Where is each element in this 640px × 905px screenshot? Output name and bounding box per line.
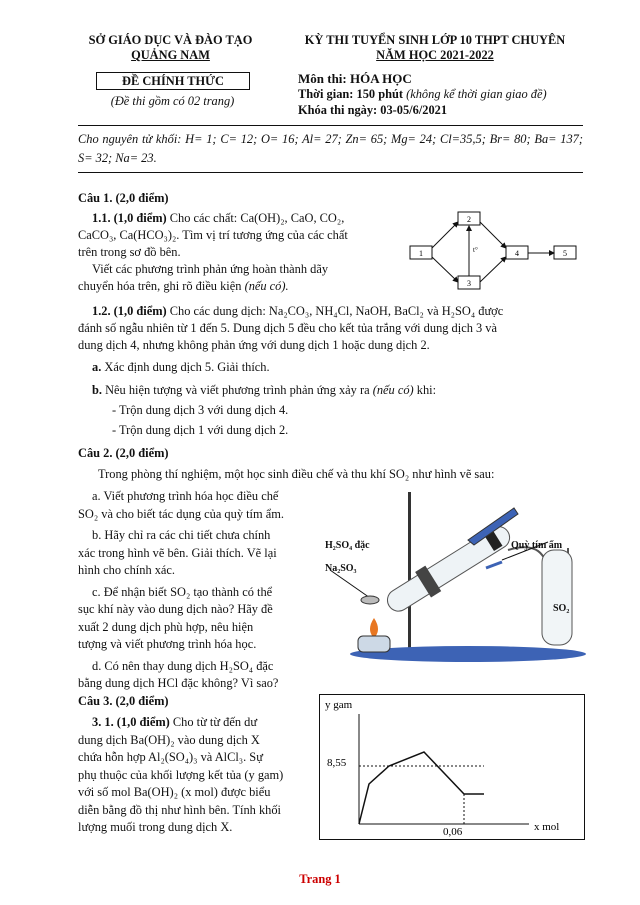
q3-heading: 3. 1. (1,0 điểm) [92,715,170,729]
litmus-strip [486,562,502,568]
exam-title-line-1: KỲ THI TUYỂN SINH LỚP 10 THPT CHUYÊN [304,33,566,47]
q1-1-heading: 1.1. (1,0 điểm) [92,211,167,225]
q1-2-line: Cho các dung dịch: Na₂CO₃, NH₄Cl, NaOH, BaCl₂ và H₂SO₄ được [169,304,504,318]
node-4-label: 4 [515,249,519,258]
q2-a-line: a. Viết phương trình hóa học điều chế [92,489,279,503]
q2-parts [78,488,311,693]
time-note: (không kể thời gian giao đề) [406,87,547,101]
q1-1-line: CaCO₃, Ca(HCO₃)₂. Tìm vị trí tương ứng của các chất [78,228,348,242]
node-5-label: 5 [563,249,567,258]
label-so2: SO₂ [553,603,570,614]
q1-2b-text-end: khi: [416,383,437,397]
divider-bottom [78,172,583,173]
x-axis-label: x mol [534,821,560,833]
q1-2-line: đánh số ngẫu nhiên từ 1 đến 5. Dung dịch 5 đều cho kết tủa trắng với dung dịch 3 và [78,321,497,335]
q2-title: Câu 2. (2,0 điểm) [78,446,169,460]
q1-2b-item-2: - Trộn dung dịch 1 với dung dịch 2. [112,423,289,437]
q2-c-line: xuất 2 dung dịch phù hợp, nêu hiện [78,619,254,634]
q1-2-heading: 1.2. (1,0 điểm) [92,304,167,318]
q1-2a-label: a. [92,360,102,374]
reagent [361,596,379,604]
q1-2a-text: Xác định dung dịch 5. Giải thích. [104,360,270,374]
arrow-3-4 [480,257,506,282]
exam-date: Khóa thi ngày: 03-05/6/2021 [298,103,448,117]
y-tick-label: 8,55 [327,757,347,769]
test-tube [381,519,516,619]
acid-pointer [330,570,373,600]
q1-2b-label: b. [92,383,102,397]
divider-top [78,125,583,126]
y-axis-label: y gam [325,699,353,711]
arrow-1-2 [432,222,458,248]
q3-line: phụ thuộc của khối lượng kết tủa (y gam) [78,767,284,782]
q3-line: với số mol Ba(OH)₂ (x mol) được biểu [78,785,271,799]
q3-line: Cho từ từ đến dư [172,715,258,729]
q1-1-note: (nếu có). [244,279,289,293]
label-litmus: Quỳ tím ẩm [511,540,563,551]
q3-line: diễn bằng đồ thị như hình bên. Tính khối [78,802,281,817]
label-na2so3: Na₂SO₃ [325,563,357,574]
x-tick-label: 0,06 [443,826,463,838]
atomic-masses: Cho nguyên tử khối: H= 1; C= 12; O= 16; Al= 27; Zn= 65; Mg= 24; Cl=35,5; Br= 80; Ba= 137; S= 32; Na= 23. [78,132,583,165]
q2-b-line: xác trong hình vẽ bên. Giải thích. Vẽ lại [78,545,277,560]
q1-1-line: Viết các phương trình phản ứng hoàn thành dãy [92,262,329,276]
precipitate-graph [319,694,585,840]
q2-b-line: b. Hãy chỉ ra các chi tiết chưa chính [92,528,271,542]
org-line-2: QUẢNG NAM [131,48,210,62]
q1-2-text [78,303,583,354]
heat-label: t° [473,246,478,254]
q3-line: lượng muối trong dung dịch X. [78,820,233,834]
time-line [298,87,547,102]
q1-2-line: dung dịch 4, nhưng không phản ứng với dung dịch 1 hoặc dung dịch 2. [78,338,430,352]
label-h2so4: H₂SO₄ đặc [325,540,370,551]
q3-text [78,714,311,837]
node-3-label: 3 [467,279,471,288]
q2-intro: Trong phòng thí nghiệm, một học sinh điều chế và thu khí SO₂ như hình vẽ sau: [98,467,495,481]
q1-1-line: trên trong sơ đồ bên. [78,245,181,259]
q1-1-text [78,210,408,295]
subject: Môn thi: HÓA HỌC [298,71,412,86]
page-number: Trang 1 [299,872,341,886]
official-badge: ĐỀ CHÍNH THỨC [96,72,250,90]
org-line-1: SỞ GIÁO DỤC VÀ ĐÀO TẠO [88,33,253,47]
q1-2b-text: Nêu hiện tượng và viết phương trình phản ứng xảy ra [105,383,370,397]
q2-b-line: hình cho chính xác. [78,563,176,577]
q2-d-line: d. Có nên thay dung dịch H₂SO₄ đặc [92,658,274,673]
q1-1-line: chuyển hóa trên, ghi rõ điều kiện [78,279,242,293]
pages-note: (Đề thi gồm có 02 trang) [110,94,235,108]
arrow-2-4 [480,222,506,248]
q1-2b-item-1: - Trộn dung dịch 3 với dung dịch 4. [112,403,289,417]
retort-stand-rod [408,492,411,656]
reaction-diagram [408,208,586,294]
so2-apparatus-figure [318,488,586,666]
q3-line: chứa hỗn hợp Al₂(SO₄)₃ và AlCl₃. Sự [78,750,263,764]
q2-c-line: sục khí này vào dung dịch nào? Hãy đề [78,602,273,616]
alcohol-lamp [358,636,390,652]
node-2-label: 2 [467,215,471,224]
time-duration: Thời gian: 150 phút [298,87,403,101]
exam-title-line-2: NĂM HỌC 2021-2022 [376,48,494,62]
q2-c-line: tượng và viết phương trình hóa học. [78,637,257,651]
q3-line: dung dịch Ba(OH)₂ vào dung dịch X [78,732,260,747]
q3-title: Câu 3. (2,0 điểm) [78,694,169,708]
gas-jar [542,550,572,645]
org-name [68,33,273,63]
q1-title: Câu 1. (2,0 điểm) [78,191,169,205]
q2-d-line: bằng dung dịch HCl đặc không? Vì sao? [78,676,279,690]
flame-icon [370,618,378,638]
node-1-label: 1 [419,249,423,258]
exam-title [285,33,585,63]
q1-2b-note: (nếu có) [372,383,414,397]
arrow-1-3 [432,257,458,282]
q1-1-line: Cho các chất: Ca(OH)₂, CaO, CO₂, [169,211,345,225]
q1-2a [92,360,270,375]
q2-a-line: SO₂ và cho biết tác dụng của quỳ tím ẩm. [78,506,284,521]
q1-2b [92,383,436,398]
q2-c-line: c. Để nhận biết SO₂ tạo thành có thể [92,584,273,599]
